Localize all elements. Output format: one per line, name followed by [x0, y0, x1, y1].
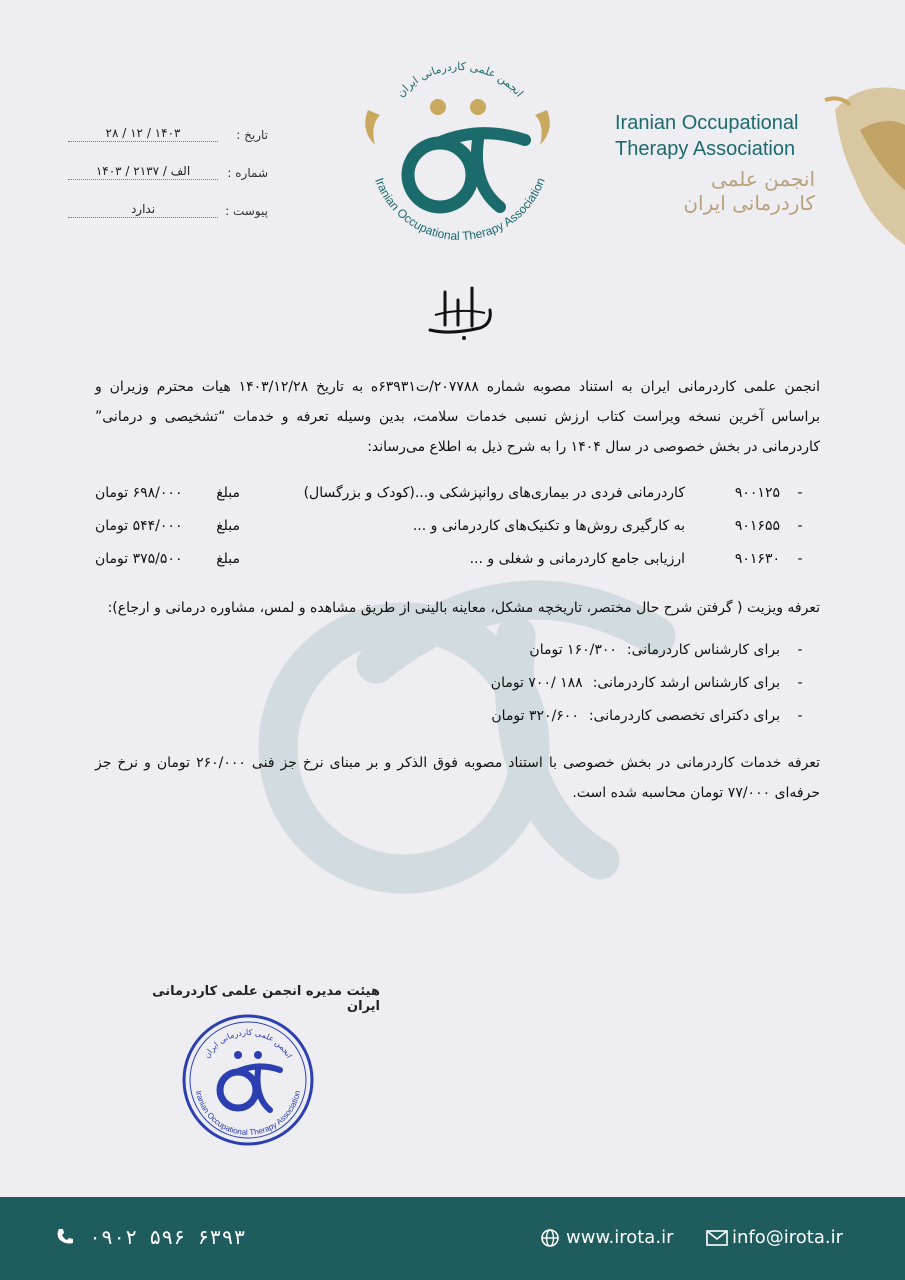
org-name-en-line1: Iranian Occupational	[615, 112, 799, 134]
visit-fee: ۳۲۰/۶۰۰ تومان	[491, 707, 579, 724]
tariff-desc: ارزیابی جامع کاردرمانی و شغلی و ...	[469, 550, 685, 567]
number-row	[68, 142, 268, 180]
signature-title: هیئت مدیره انجمن علمی کاردرمانی ایران	[152, 984, 380, 1014]
footer-website	[540, 1227, 673, 1248]
visit-fee: ۱۶۰/۳۰۰ تومان	[529, 641, 617, 658]
website-link[interactable]: www.irota.ir	[566, 1227, 674, 1248]
visit-list	[95, 633, 820, 732]
tariff-item	[95, 542, 820, 575]
attachment-row	[68, 180, 268, 218]
attachment-value: ندارد	[68, 202, 218, 218]
globe-icon	[540, 1228, 560, 1248]
bullet: -	[797, 550, 803, 567]
stamp-arc-en: Iranian Occupational Therapy Association	[193, 1089, 303, 1138]
tariff-item	[95, 476, 820, 509]
association-logo	[350, 35, 565, 260]
mail-icon	[706, 1230, 728, 1246]
org-name-en	[615, 110, 845, 162]
visit-item	[95, 633, 820, 666]
svg-text:انجمن علمی کاردرمانی ایران	[202, 1028, 293, 1060]
attachment-label: پیوست :	[225, 204, 268, 218]
official-stamp	[178, 1010, 318, 1150]
date-label: تاریخ :	[236, 128, 268, 142]
visit-fee: ۱۸۸ /۷۰۰ تومان	[490, 674, 583, 691]
org-name-en-line2: Therapy Association	[615, 138, 796, 160]
date-row	[68, 104, 268, 142]
bullet: -	[797, 707, 803, 724]
visit-label: برای دکترای تخصصی کاردرمانی:	[588, 707, 780, 724]
email-link[interactable]: info@irota.ir	[732, 1227, 843, 1248]
logo-arc-fa: انجمن علمی کاردرمانی ایران	[394, 59, 526, 100]
visit-item	[95, 666, 820, 699]
visit-intro: تعرفه ویزیت ( گرفتن شرح حال مختصر، تاریخچه مشکل، معاینه بالینی از طریق مشاهده و لمس، مشاوره درمانی و ارجاع):	[107, 600, 820, 616]
visit-item	[95, 699, 820, 732]
phone-number[interactable]: ۰۹۰۲ ۵۹۶ ۶۳۹۳	[89, 1225, 246, 1249]
number-label: شماره :	[227, 166, 268, 180]
svg-text:انجمن علمی کاردرمانی ایران	[394, 60, 526, 100]
tariff-code: ۹۰۱۶۳۰	[734, 550, 780, 567]
fee-value: ۳۷۵/۵۰۰ تومان	[95, 550, 183, 567]
visit-label: برای کارشناس کاردرمانی:	[626, 641, 780, 658]
bullet: -	[797, 674, 803, 691]
tariff-desc: به کارگیری روش‌ها و تکنیک‌های کاردرمانی و ...	[412, 517, 685, 534]
date-value: ۱۴۰۳ / ۱۲ / ۲۸	[68, 126, 218, 142]
intro-paragraph: انجمن علمی کاردرمانی ایران به استناد مصوبه شماره ۲۰۷۷۸۸/ت۶۳۹۳۱ه به تاریخ ۱۴۰۳/۱۲/۲۸ هیات محترم وزیران و براساس آخرین نسخه ویراست کتاب ارزش نسبی خدمات سلامت، بدین وسیله تعرفه و خدمات “تشخیصی و درمانی” کاردرمانی در بخش خصوصی در سال ۱۴۰۴ را به شرح ذیل به اطلاع می‌رساند:	[95, 379, 820, 455]
fee-label: مبلغ	[216, 550, 240, 567]
phone-icon	[55, 1227, 75, 1247]
svg-text:Iranian Occupational Therapy A	[372, 176, 548, 243]
bismillah-calligraphy	[420, 280, 500, 345]
letter-meta	[68, 104, 268, 218]
tariff-list	[95, 476, 820, 575]
org-name-fa-line2: کاردرمانی ایران	[683, 191, 815, 215]
footer-phone	[55, 1225, 246, 1249]
tariff-code: ۹۰۱۶۵۵	[734, 517, 780, 534]
tariff-item	[95, 509, 820, 542]
fee-label: مبلغ	[216, 517, 240, 534]
fee-label: مبلغ	[216, 484, 240, 501]
fee-value: ۵۴۴/۰۰۰ تومان	[95, 517, 183, 534]
closing-paragraph: تعرفه خدمات کاردرمانی در بخش خصوصی با استناد مصوبه فوق الذکر و بر مبنای نرخ جز فنی ۲۶۰/۰۰۰ تومان و نرخ جز حرفه‌ای ۷۷/۰۰۰ تومان محاسبه شده است.	[95, 755, 820, 801]
number-value: الف / ۲۱۳۷ / ۱۴۰۳	[68, 164, 218, 180]
fee-value: ۶۹۸/۰۰۰ تومان	[95, 484, 183, 501]
visit-label: برای کارشناس ارشد کاردرمانی:	[592, 674, 780, 691]
letter-body	[95, 372, 820, 808]
footer-bar	[0, 1197, 905, 1280]
bullet: -	[797, 517, 803, 534]
tariff-desc: کاردرمانی فردی در بیماری‌های روانپزشکی و...(کودک و بزرگسال)	[303, 484, 685, 501]
phoenix-emblem-icon	[815, 70, 905, 245]
footer-email	[706, 1227, 843, 1248]
logo-arc-en: Iranian Occupational Therapy Association	[372, 175, 548, 244]
bullet: -	[797, 484, 803, 501]
org-name-fa-line1: انجمن علمی	[711, 167, 815, 191]
tariff-code: ۹۰۰۱۲۵	[734, 484, 780, 501]
bullet: -	[797, 641, 803, 658]
stamp-arc-fa: انجمن علمی کاردرمانی ایران	[202, 1027, 294, 1060]
org-name-fa	[600, 167, 815, 215]
